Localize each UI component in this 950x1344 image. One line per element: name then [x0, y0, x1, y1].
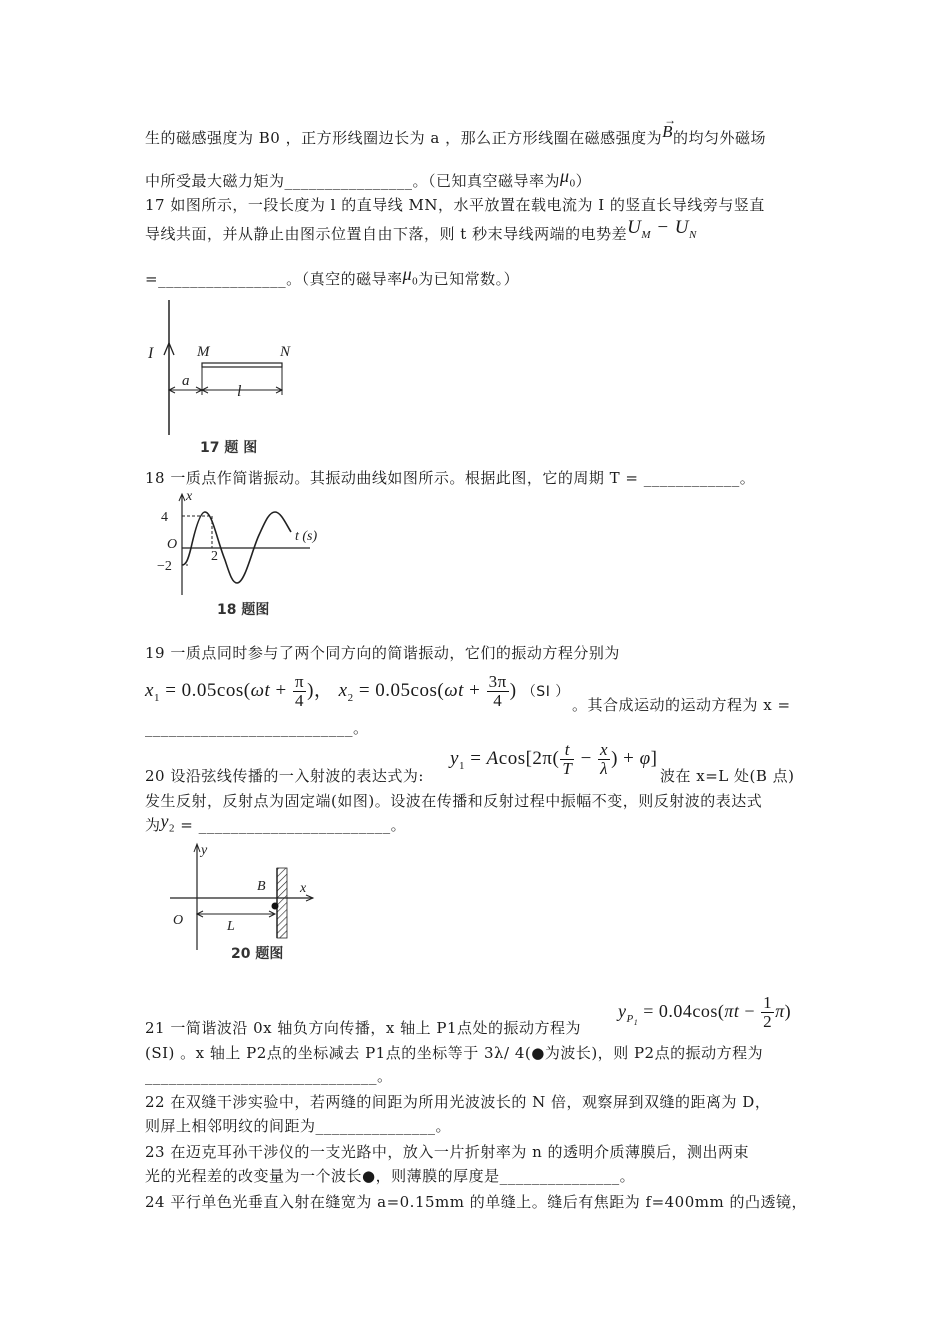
p22-line2: 则屏上相邻明纹的间距为_______________。 [145, 1117, 452, 1135]
p22-line1: 22 在双缝干涉实验中，若两缝的间距为所用光波波长的 N 倍，观察屏到双缝的距离为 D， [145, 1093, 771, 1111]
p16-line2: 中所受最大磁力矩为________________。（已知真空磁导率为$\mu_0$） [145, 166, 592, 190]
figure-17 [140, 295, 310, 460]
label-O: O [173, 913, 184, 928]
p20-line3: 为$y_2$ = ________________________。 [145, 811, 407, 835]
p19-equations: $x_1 = 0.05\cos(\omega t$ + $\frac{\pi}{4}$ )， $x_2 = 0.05\cos(\omega t$ + $\frac{3\pi}{4}$ ) （SI ） [145, 672, 570, 711]
label-B: B [257, 879, 266, 894]
mu0-symbol: $\mu_0$ [402, 264, 419, 288]
p24-line1: 24 平行单色光垂直入射在缝宽为 a=0.15mm 的单缝上。缝后有焦距为 f=400mm 的凸透镜， [145, 1193, 807, 1211]
label-l: l [237, 383, 242, 400]
tick-4: 4 [161, 510, 168, 525]
p17-line2: 导线共面，并从静止由图示位置自由下落，则 t 秒末导线两端的电势差$U_M - U_N$ [145, 217, 697, 243]
p21-line2: (SI) 。x 轴上 P2点的坐标减去 P1点的坐标等于 3λ/ 4(●为波长)，则 P2点的振动方程为 [145, 1044, 764, 1062]
p19-line1: 19 一质点同时参与了两个同方向的简谐振动，它们的振动方程分别为 [145, 644, 620, 662]
p23-line2: 光的光程差的改变量为一个波长●，则薄膜的厚度是_______________。 [145, 1167, 636, 1185]
p20-line1: 20 设沿弦线传播的一入射波的表达式为: [145, 767, 424, 785]
p20-wave-equation: $y_1 = Acos[2\pi$( $\frac{t}{T}$ − $\frac{x}{\lambda}$ ) + φ] [450, 740, 658, 779]
mu0-symbol: $\mu_0$ [560, 166, 576, 190]
tick-2: 2 [211, 549, 218, 564]
answer-blank[interactable]: ________________ [284, 172, 413, 190]
label-L: L [227, 919, 235, 934]
tick-minus2: −2 [157, 559, 172, 574]
p20-line1-tail: 波在 x=L 处(B 点) [660, 767, 795, 785]
label-N: N [280, 344, 291, 360]
figure-caption: 20 题图 [231, 946, 284, 962]
answer-blank[interactable]: = ________________________。 [175, 816, 407, 834]
y-axis-label: y [201, 843, 208, 858]
origin-label: O [167, 537, 178, 552]
p17-line3: =________________。（真空的磁导率$\mu_0$为已知常数。） [145, 264, 520, 288]
point-B [272, 903, 279, 910]
p17-line1: 17 如图所示，一段长度为 l 的直导线 MN，水平放置在载电流为 I 的竖直长导线旁与竖直 [145, 196, 765, 214]
x-axis-label: x [300, 881, 307, 896]
p18-line1: 18 一质点作简谐振动。其振动曲线如图所示。根据此图，它的周期 T = ____________。 [145, 469, 756, 487]
si-unit: （SI ） [521, 684, 570, 700]
figure-18 [155, 490, 330, 620]
figure-caption: 17 题 图 [200, 440, 258, 456]
p21-answer-blank[interactable]: _____________________________。 [145, 1067, 393, 1085]
vector-B-symbol: B → [662, 113, 677, 141]
p16-line1: 生的磁感强度为 B0 ，正方形线圈边长为 a ，那么正方形线圈在磁感强度为B → 的均匀外磁场 [145, 113, 766, 147]
wire-MN [202, 363, 282, 367]
p21-vibration-equation: $y_{P_1} = 0.04\cos(\pi t$ − $\frac{1}{2}$ π) [618, 993, 792, 1032]
figure-caption: 18 题图 [217, 602, 270, 618]
potential-diff-symbol: $U_M - U_N$ [627, 217, 697, 241]
label-M: M [197, 344, 210, 360]
t-axis-label: t (s) [295, 529, 318, 544]
answer-blank[interactable]: ________________ [158, 270, 287, 288]
p19-answer-blank[interactable]: __________________________。 [145, 719, 369, 737]
p20-line2: 发生反射，反射点为固定端(如图)。设波在传播和反射过程中振幅不变，则反射波的表达式 [145, 792, 763, 810]
figure-20 [165, 840, 325, 965]
p23-line1: 23 在迈克耳孙干涉仪的一支光路中，放入一片折射率为 n 的透明介质薄膜后，测出两束 [145, 1143, 750, 1161]
p21-line1: 21 一简谐波沿 0x 轴负方向传播，x 轴上 P1点处的振动方程为 [145, 1019, 582, 1037]
fixed-wall [277, 868, 287, 938]
label-I: I [148, 345, 154, 362]
x-axis-label: x [186, 490, 193, 504]
p19-line2-tail: 。其合成运动的运动方程为 x = [572, 696, 791, 714]
label-a: a [182, 373, 190, 389]
